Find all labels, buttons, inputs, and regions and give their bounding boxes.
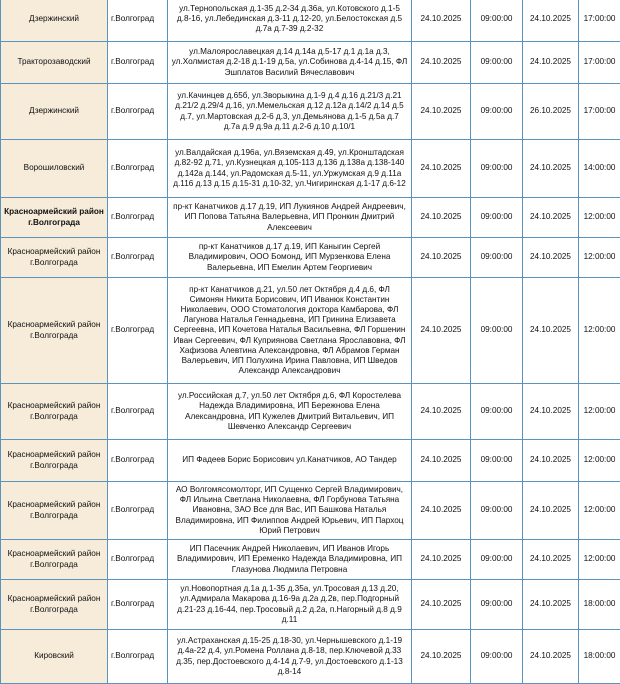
end-date-cell: 24.10.2025 (523, 42, 579, 84)
district-cell: Дзержинский (1, 84, 108, 140)
address-cell: ул.Малоярославецкая д.14 д.14а д.5-17 д.1 д.1а д.3, ул.Холмистая д.2-18 д.1-19 д.5а, ул.Собинова д.4-14 д.15, ФЛ Эшплатов Василий Вячеславович (168, 42, 412, 84)
start-time-cell: 09:00:00 (471, 384, 523, 440)
district-cell: Красноармейский район г.Волгограда (1, 384, 108, 440)
table-row (1, 238, 620, 278)
end-time-cell: 12:00:00 (579, 278, 620, 384)
start-time-cell: 09:00:00 (471, 84, 523, 140)
end-time-cell: 17:00:00 (579, 42, 620, 84)
start-date-cell: 24.10.2025 (412, 580, 471, 630)
address-cell: ул.Новопортная д.1а д.1-35 д.35а, ул.Тросовая д.13 д.20, ул.Адмирала Макарова д.16-9а д.2а д.2в, пер.Подгорный д.21-23 д.16-44, пер.Тросовый д.2 д.2а, п.Нагорный д.8 д.9 д.11 (168, 580, 412, 630)
table-row (1, 482, 620, 540)
outage-table-body (1, 0, 620, 684)
start-time-cell: 09:00:00 (471, 42, 523, 84)
address-cell: ул.Качинцев д.65б, ул.Зворыкина д.1-9 д.4 д.16 д.21/3 д.21 д.21/2 д.29/4 д.16, ул.Мемельская д.12 д.12а д.14/2 д.14 д.5 д.7, ул.Мартовская д.2-6 д.3, ул.Демьянова д.1-5 д.5а д.7 д.7а д.9 д.9а д.11 д.2-6 д.10 д.10/1 (168, 84, 412, 140)
table-row (1, 42, 620, 84)
district-cell: Красноармейский район г.Волгограда (1, 482, 108, 540)
start-date-cell: 24.10.2025 (412, 482, 471, 540)
district-cell: Красноармейский район г.Волгограда (1, 198, 108, 238)
address-cell: АО Волгомясомолторг, ИП Сущенко Сергей Владимирович, ФЛ Ильина Светлана Николаевна, ФЛ Горбунова Татьяна Ивановна, ЗАО Все для Вас, ИП Башкова Наталья Владимировна, ИП Филиппов Андрей Юрьевич, ИП Пархоц Юрий Петрович (168, 482, 412, 540)
table-row (1, 278, 620, 384)
address-cell: пр-кт Канатчиков д.17 д.19, ИП Каныгин Сергей Владимирович, ООО Бомонд, ИП Мурзенкова Елена Валерьевна, ИП Емелин Артем Георгиевич (168, 238, 412, 278)
district-cell: Кировский (1, 630, 108, 684)
district-cell: Красноармейский район г.Волгограда (1, 238, 108, 278)
table-row (1, 84, 620, 140)
end-time-cell: 12:00:00 (579, 540, 620, 580)
city-cell: г.Волгоград (108, 630, 168, 684)
end-date-cell: 24.10.2025 (523, 278, 579, 384)
table-row (1, 140, 620, 198)
address-cell: ул.Астраханская д.15-25 д.18-30, ул.Чернышевского д.1-19 д.4а-22 д.4, ул.Ромена Роллана д.8-18, пер.Ключевой д.33 д.35, пер.Достоевского д.4-14 д.7-9, ул.Достоевского д.1-13 д.8-14 (168, 630, 412, 684)
end-date-cell: 24.10.2025 (523, 580, 579, 630)
table-row (1, 540, 620, 580)
end-date-cell: 24.10.2025 (523, 540, 579, 580)
start-date-cell: 24.10.2025 (412, 630, 471, 684)
district-cell: Тракторозаводский (1, 42, 108, 84)
city-cell: г.Волгоград (108, 384, 168, 440)
table-row (1, 198, 620, 238)
start-date-cell: 24.10.2025 (412, 0, 471, 42)
city-cell: г.Волгоград (108, 278, 168, 384)
start-time-cell: 09:00:00 (471, 630, 523, 684)
end-time-cell: 12:00:00 (579, 440, 620, 482)
end-date-cell: 24.10.2025 (523, 482, 579, 540)
start-time-cell: 09:00:00 (471, 482, 523, 540)
city-cell: г.Волгоград (108, 540, 168, 580)
start-time-cell: 09:00:00 (471, 580, 523, 630)
city-cell: г.Волгоград (108, 198, 168, 238)
city-cell: г.Волгоград (108, 140, 168, 198)
city-cell: г.Волгоград (108, 42, 168, 84)
start-time-cell: 09:00:00 (471, 278, 523, 384)
start-time-cell: 09:00:00 (471, 440, 523, 482)
end-time-cell: 18:00:00 (579, 580, 620, 630)
start-time-cell: 09:00:00 (471, 140, 523, 198)
start-date-cell: 24.10.2025 (412, 238, 471, 278)
district-cell: Красноармейский район г.Волгограда (1, 540, 108, 580)
end-time-cell: 12:00:00 (579, 198, 620, 238)
end-time-cell: 17:00:00 (579, 0, 620, 42)
start-time-cell: 09:00:00 (471, 540, 523, 580)
end-time-cell: 14:00:00 (579, 140, 620, 198)
city-cell: г.Волгоград (108, 0, 168, 42)
start-date-cell: 24.10.2025 (412, 440, 471, 482)
city-cell: г.Волгоград (108, 580, 168, 630)
start-time-cell: 09:00:00 (471, 198, 523, 238)
district-cell: Красноармейский район г.Волгограда (1, 440, 108, 482)
end-date-cell: 24.10.2025 (523, 384, 579, 440)
start-date-cell: 24.10.2025 (412, 84, 471, 140)
address-cell: пр-кт Канатчиков д.17 д.19, ИП Лукиянов Андрей Андреевич, ИП Попова Татьяна Валерьевна, ИП Пронкин Дмитрий Алексеевич (168, 198, 412, 238)
address-cell: ул.Тернопольская д.1-35 д.2-34 д.36а, ул.Котовского д.1-5 д.8-16, ул.Лебединская д.3-11 д.12-20, ул.Белостокская д.5 д.7а д.7-39 д.2-32 (168, 0, 412, 42)
start-time-cell: 09:00:00 (471, 0, 523, 42)
end-date-cell: 24.10.2025 (523, 0, 579, 42)
address-cell: пр-кт Канатчиков д.21, ул.50 лет Октября д.4 д.6, ФЛ Симонян Никита Борисович, ИП Иванюк Константин Николаевич, ООО Стоматология доктора Камбарова, ФЛ Лагунова Наталья Геннадьевна, ИП Гринина Елизавета Сергеевна, ИП Кочетова Наталья Васильевна, ФЛ Горшенин Иван Сергеевич, ФЛ Куприянова Светлана Ярославовна, ФЛ Хафизова Алевтина Александровна, ФЛ Абрамов Герман Валерьевич, ИП Полухина Ирина Павловна, ИП Шведов Александр Александрович (168, 278, 412, 384)
address-cell: ул.Валдайская д.196а, ул.Вяземская д.49, ул.Кронштадская д.82-92 д.71, ул.Кузнецкая д.105-113 д.136 д.138а д.138-140 д.142а д.144, ул.Радомская д.5-11, ул.Уржумская д.9 д.11а д.116 д.13 д.15 д.15-31 д.10-32, ул.Чигиринская д.1-17 д.6-12 (168, 140, 412, 198)
start-date-cell: 24.10.2025 (412, 140, 471, 198)
end-date-cell: 24.10.2025 (523, 198, 579, 238)
table-row (1, 0, 620, 42)
start-date-cell: 24.10.2025 (412, 540, 471, 580)
address-cell: ИП Фадеев Борис Борисович ул.Канатчиков, АО Тандер (168, 440, 412, 482)
district-cell: Дзержинский (1, 0, 108, 42)
end-time-cell: 12:00:00 (579, 238, 620, 278)
table-row (1, 630, 620, 684)
end-time-cell: 18:00:00 (579, 630, 620, 684)
address-cell: ИП Пасечник Андрей Николаевич, ИП Иванов Игорь Владимирович, ИП Еременко Надежда Владимировна, ИП Глазунова Людмила Петровна (168, 540, 412, 580)
end-time-cell: 12:00:00 (579, 482, 620, 540)
city-cell: г.Волгоград (108, 238, 168, 278)
start-date-cell: 24.10.2025 (412, 278, 471, 384)
city-cell: г.Волгоград (108, 482, 168, 540)
city-cell: г.Волгоград (108, 440, 168, 482)
city-cell: г.Волгоград (108, 84, 168, 140)
end-time-cell: 17:00:00 (579, 84, 620, 140)
end-date-cell: 26.10.2025 (523, 84, 579, 140)
address-cell: ул.Российская д.7, ул.50 лет Октября д.6, ФЛ Коростелева Надежда Владимировна, ИП Бережнова Елена Александровна, ИП Кужелев Дмитрий Витальевич, ИП Шевченко Александр Сергеевич (168, 384, 412, 440)
end-date-cell: 24.10.2025 (523, 140, 579, 198)
end-date-cell: 24.10.2025 (523, 238, 579, 278)
table-row (1, 384, 620, 440)
end-date-cell: 24.10.2025 (523, 440, 579, 482)
end-date-cell: 24.10.2025 (523, 630, 579, 684)
end-time-cell: 12:00:00 (579, 384, 620, 440)
start-date-cell: 24.10.2025 (412, 42, 471, 84)
table-row (1, 440, 620, 482)
table-row (1, 580, 620, 630)
district-cell: Красноармейский район г.Волгограда (1, 580, 108, 630)
start-date-cell: 24.10.2025 (412, 384, 471, 440)
start-time-cell: 09:00:00 (471, 238, 523, 278)
district-cell: Красноармейский район г.Волгограда (1, 278, 108, 384)
start-date-cell: 24.10.2025 (412, 198, 471, 238)
district-cell: Ворошиловский (1, 140, 108, 198)
